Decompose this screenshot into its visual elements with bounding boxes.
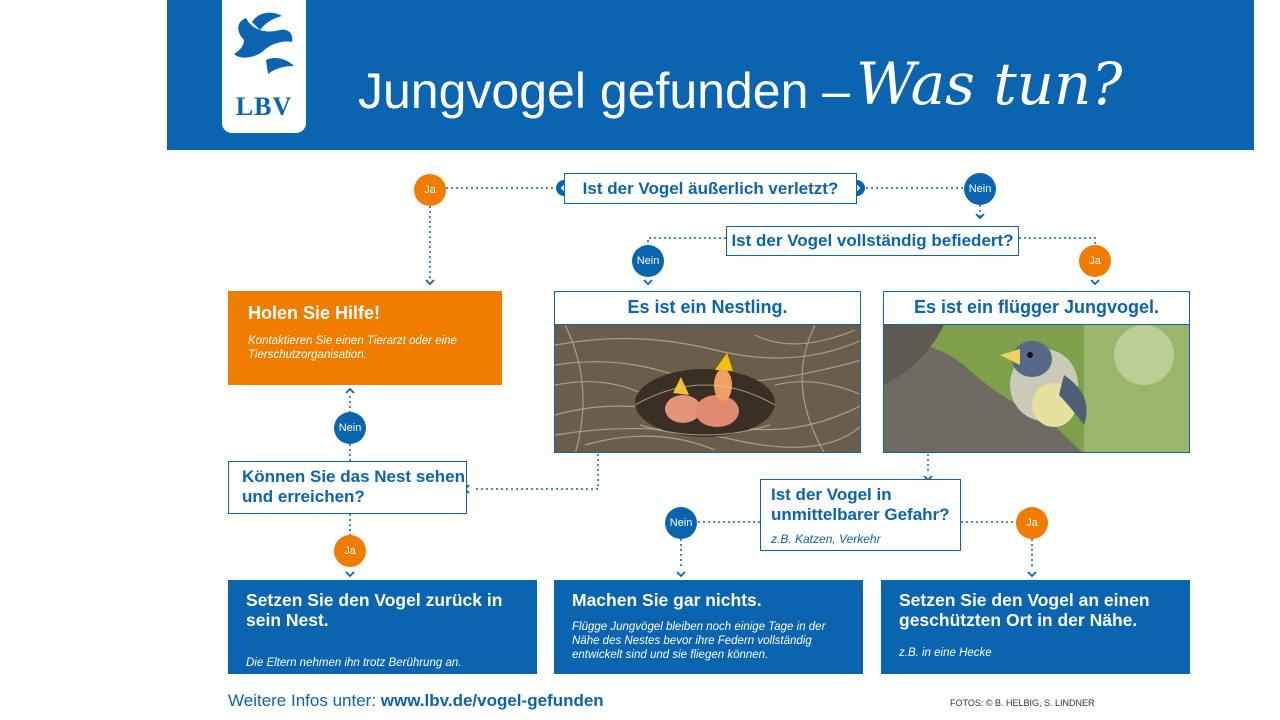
action-title: Setzen Sie den Vogel zurück in sein Nest. <box>246 590 503 630</box>
page-title: Jungvogel gefunden – <box>358 63 851 119</box>
action-text: Die Eltern nehmen ihn trotz Berührung an. <box>246 657 462 669</box>
action-title: Setzen Sie den Vogel an einen geschützten Ort in der Nähe. <box>899 590 1150 630</box>
question-injured: Ist der Vogel äußerlich verletzt? <box>564 173 857 204</box>
badge-no-feathered: Nein <box>632 245 664 277</box>
question-danger-sub: z.B. Katzen, Verkehr <box>771 532 881 546</box>
question-danger <box>760 479 961 551</box>
help-title: Holen Sie Hilfe! <box>248 303 381 323</box>
badge-no-danger: Nein <box>665 507 697 539</box>
more-info-prefix: Weitere Infos unter: <box>228 691 377 710</box>
badge-yes-danger: Ja <box>1016 507 1048 539</box>
logo-text: LBV <box>235 92 293 121</box>
fledgling-photo <box>883 324 1190 453</box>
nestling-label: Es ist ein Nestling. <box>554 291 861 325</box>
question-danger-text: Ist der Vogel in unmittelbarer Gefahr? <box>771 485 950 524</box>
help-text: Kontaktieren Sie einen Tierarzt oder eine Tierschutzorganisation. <box>248 335 457 361</box>
action-title: Machen Sie gar nichts. <box>572 590 762 610</box>
more-info <box>228 691 604 711</box>
action-box-return-nest <box>228 580 537 674</box>
more-info-link[interactable]: www.lbv.de/vogel-gefunden <box>380 691 604 710</box>
action-text: z.B. in eine Hecke <box>899 647 992 659</box>
badge-yes-injured: Ja <box>414 174 446 206</box>
question-nest: Können Sie das Nest sehen und erreichen? <box>228 461 467 514</box>
action-box-do-nothing <box>554 580 863 674</box>
badge-no-injured: Nein <box>964 173 996 205</box>
action-text: Flügge Jungvögel bleiben noch einige Tage in der Nähe des Nestes bevor ihre Federn vollständig entwickelt sind und sie fliegen können. <box>572 621 826 661</box>
badge-yes-nest: Ja <box>334 535 366 567</box>
action-box-safe-place <box>881 580 1190 674</box>
question-feathered: Ist der Vogel vollständig befiedert? <box>726 226 1019 256</box>
help-box <box>228 291 502 385</box>
fledgling-label: Es ist ein flügger Jungvogel. <box>883 291 1190 325</box>
badge-yes-feathered: Ja <box>1079 245 1111 277</box>
page-title-handwritten: Was tun? <box>856 50 1123 118</box>
badge-no-nest: Nein <box>334 412 366 444</box>
nestling-photo <box>554 324 861 453</box>
photo-credits: FOTOS: © B. HELBIG, S. LINDNER <box>950 698 1095 708</box>
